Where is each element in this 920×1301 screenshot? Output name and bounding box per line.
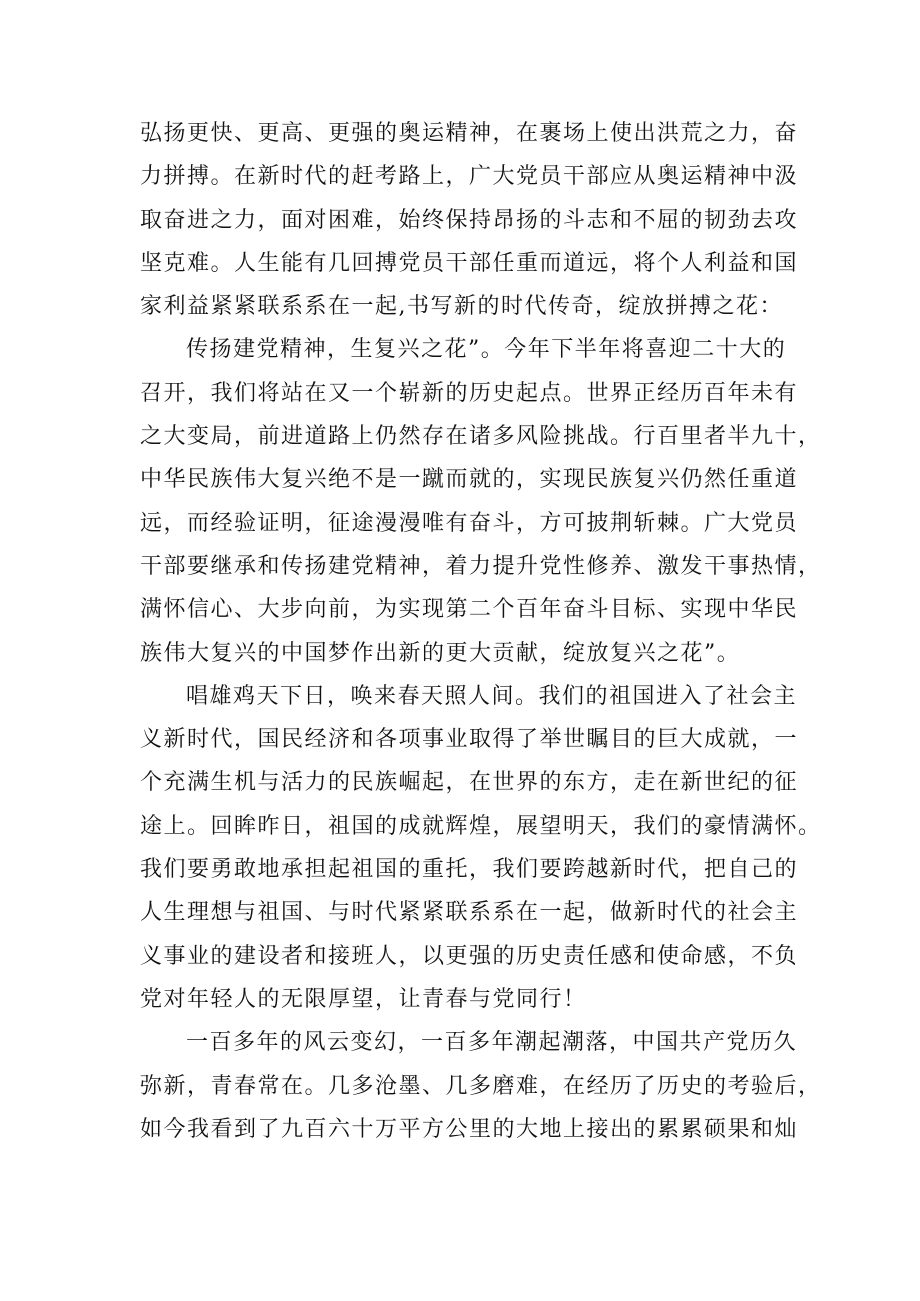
paragraph-line: 传扬建党精神，生复兴之花”。今年下半年将喜迎二十大的 (186, 337, 787, 363)
paragraph-line: 力拼搏。在新时代的赶考路上，广大党员干部应从奥运精神中汲 (140, 164, 799, 190)
document-body (140, 112, 822, 1151)
paragraph-line: 义新时代，国民经济和各项事业取得了举世瞩目的巨大成就，一 (140, 727, 799, 753)
paragraph-line: 弘扬更快、更高、更强的奥运精神，在裹场上使出洪荒之力，奋 (140, 121, 799, 146)
paragraph-line: 弥新，青春常在。几多沧墨、几多磨难，在经历了历史的考验后， (140, 1073, 822, 1099)
paragraph-line: 满怀信心、大步向前，为实现第二个百年奋斗目标、实现中华民 (140, 597, 799, 623)
paragraph-line: 义事业的建设者和接班人，以更强的历史责任感和使命感，不负 (140, 943, 799, 969)
paragraph-line: 之大变局，前进道路上仍然存在诸多风险挑战。行百里者半九十， (140, 424, 822, 450)
paragraph-line: 取奋进之力，面对困难，始终保持昂扬的斗志和不屈的韧劲去攻 (140, 207, 799, 233)
paragraph-line: 中华民族伟大复兴绝不是一蹴而就的，实现民族复兴仍然任重道 (140, 467, 799, 493)
paragraph-line: 远，而经验证明，征途漫漫唯有奋斗，方可披荆斩棘。广大党员 (140, 510, 799, 536)
paragraph-line: 途上。回眸昨日，祖国的成就辉煌，展望明天，我们的豪情满怀。 (140, 813, 822, 839)
paragraph-line: 族伟大复兴的中国梦作出新的更大贡献，绽放复兴之花”。 (140, 640, 741, 666)
paragraph-1 (140, 112, 800, 328)
paragraph-4 (140, 1021, 822, 1151)
paragraph-line: 干部要继承和传扬建党精神，着力提升党性修养、激发干事热情， (140, 553, 822, 579)
paragraph-line: 坚克难。人生能有几回搏党员干部任重而道远，将个人利益和国 (140, 250, 799, 276)
paragraph-2 (140, 328, 822, 674)
paragraph-line: 如今我看到了九百六十万平方公里的大地上接出的累累硕果和灿 (140, 1116, 799, 1142)
paragraph-line: 家利益紧紧联系系在一起,书写新的时代传奇，绽放拼搏之花： (140, 294, 783, 320)
paragraph-line: 人生理想与祖国、与时代紧紧联系系在一起，做新时代的社会主 (140, 900, 799, 926)
paragraph-3 (140, 675, 822, 1021)
paragraph-line: 一百多年的风云变幻，一百多年潮起潮落，中国共产党历久 (186, 1030, 798, 1056)
paragraph-line: 党对年轻人的无限厚望，让青春与党同行！ (140, 986, 587, 1012)
paragraph-line: 唱雄鸡天下日，唤来春天照人间。我们的祖国进入了社会主 (186, 683, 798, 709)
paragraph-line: 个充满生机与活力的民族崛起，在世界的东方，走在新世纪的征 (140, 770, 799, 796)
paragraph-line: 召开，我们将站在又一个崭新的历史起点。世界正经历百年未有 (140, 380, 799, 406)
paragraph-line: 我们要勇敢地承担起祖国的重托，我们要跨越新时代，把自己的 (140, 857, 799, 883)
